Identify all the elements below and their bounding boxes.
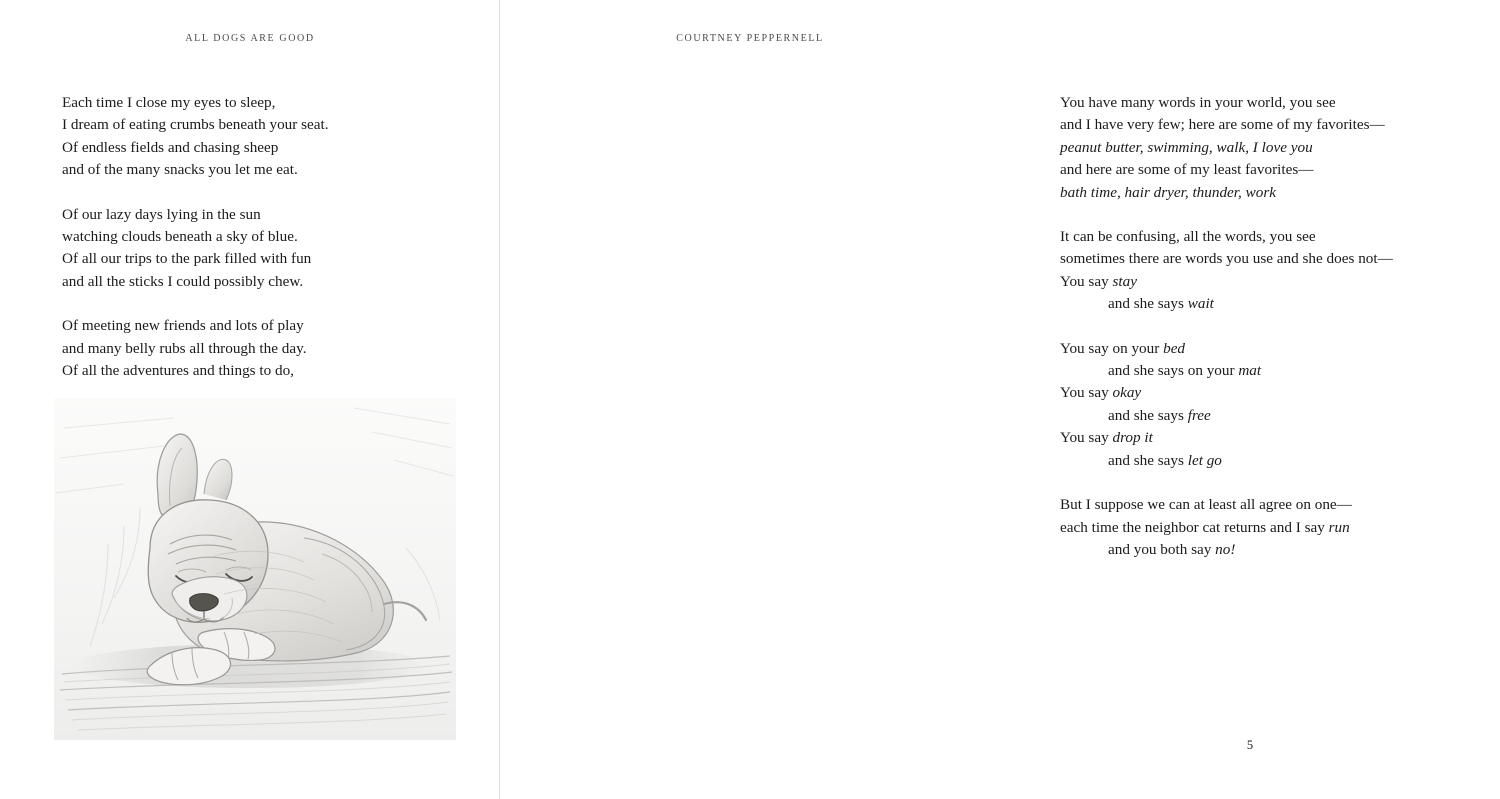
- poem-line: But I suppose we can at least all agree on one—: [1060, 496, 1352, 514]
- poem-stanza: [1060, 494, 1460, 561]
- poem-line: and I have very few; here are some of my favorites—: [1060, 116, 1385, 134]
- poem-line: and here are some of my least favorites—: [1060, 161, 1314, 179]
- poem-line: and she says let go: [1108, 451, 1222, 469]
- poem-line: You say drop it: [1060, 429, 1153, 447]
- poem-line: Of all our trips to the park filled with fun: [62, 250, 312, 268]
- poem-line: and all the sticks I could possibly chew.: [62, 272, 304, 290]
- poem-line: and she says wait: [1108, 295, 1214, 313]
- poem-line: and she says on your mat: [1108, 362, 1262, 380]
- poem-line: and of the many snacks you let me eat.: [62, 161, 298, 179]
- poem-line: It can be confusing, all the words, you see: [1060, 228, 1316, 246]
- poem-line: Of all the adventures and things to do,: [62, 362, 294, 380]
- poem-line: and many belly rubs all through the day.: [62, 339, 307, 357]
- poem-line: Of our lazy days lying in the sun: [62, 205, 261, 223]
- poem-line: sometimes there are words you use and she does not—: [1060, 250, 1393, 268]
- poem-line: each time the neighbor cat returns and I say run: [1060, 518, 1350, 536]
- poem-line: You have many words in your world, you see: [1060, 94, 1336, 111]
- poem-line: You say okay: [1060, 384, 1142, 402]
- sleeping-dog-illustration: [54, 398, 456, 740]
- poem-line: I dream of eating crumbs beneath your seat.: [62, 116, 329, 134]
- poem-line: Of endless fields and chasing sheep: [62, 138, 279, 156]
- left-page-poem: [62, 92, 462, 382]
- page-number: 5: [1246, 738, 1254, 752]
- poem-line: bath time, hair dryer, thunder, work: [1060, 183, 1276, 201]
- right-page-poem: [1060, 92, 1460, 561]
- poem-stanza: [62, 204, 462, 294]
- poem-stanza: [62, 92, 462, 182]
- poem-line: You say stay: [1060, 272, 1137, 290]
- poem-line: and she says free: [1108, 406, 1211, 424]
- right-running-head: COURTNEY PEPPERNELL: [676, 33, 824, 44]
- left-running-head: ALL DOGS ARE GOOD: [185, 33, 315, 44]
- poem-line: watching clouds beneath a sky of blue.: [62, 228, 298, 246]
- poem-line: Each time I close my eyes to sleep,: [62, 94, 276, 111]
- poem-stanza: [1060, 92, 1460, 204]
- poem-stanza: [1060, 226, 1460, 316]
- poem-line: You say on your bed: [1060, 339, 1186, 357]
- poem-stanza: [62, 315, 462, 382]
- poem-line: peanut butter, swimming, walk, I love you: [1060, 138, 1313, 156]
- poem-line: Of meeting new friends and lots of play: [62, 317, 304, 335]
- poem-line: and you both say no!: [1108, 540, 1236, 558]
- left-page: [0, 0, 500, 799]
- right-page: [500, 0, 1393, 799]
- poem-stanza: [1060, 338, 1460, 472]
